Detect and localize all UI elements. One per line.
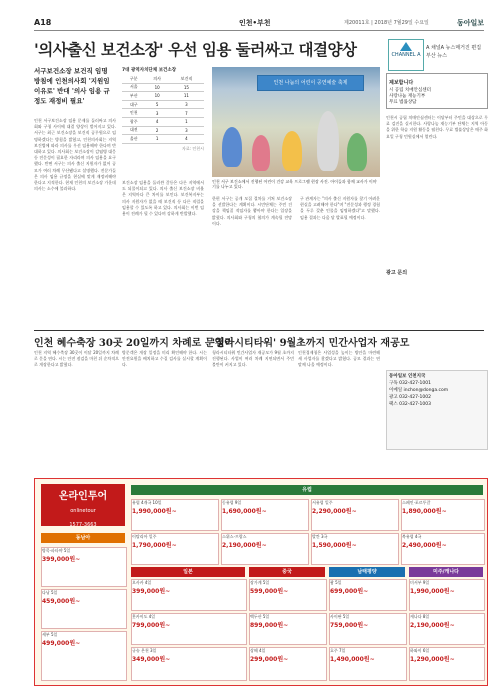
article-body-col3: 한편 서구는 공개 모집 절차를 거쳐 보건소장을 선발한다는 계획이다. 시민단체는 주민 건강을 책임질 적임자를 뽑아야 한다는 입장을 밝혔다. 의사회와 구청의 협의가 계속될 전망이다. — [212, 196, 292, 226]
ad-col-header: 동남아 — [41, 533, 125, 543]
td: 1 — [169, 117, 204, 126]
photo-banner: 인천 나눔의 어린이 공연예술 축제 — [257, 75, 364, 91]
contact-box — [386, 370, 488, 450]
ad-cell[interactable]: 상해 4일 299,000원~ — [249, 647, 327, 681]
table-row — [122, 92, 204, 101]
table-note: 자료: 인천시 — [182, 145, 204, 151]
ad-phone: 1577-3663 — [69, 522, 97, 528]
ad-col-header: 유럽 — [131, 485, 483, 495]
channel-logo-text: CHANNEL A — [391, 52, 421, 58]
contact-line: 팩스 032-427-1003 — [389, 402, 432, 407]
paper-name: 동아일보 — [456, 19, 484, 27]
page-header — [34, 18, 484, 31]
article3-body-b: 인천경제청은 사업성을 높이는 방안을 마련해 새 사업자를 찾겠다고 밝혔다. 공모 결과는 연말께 나올 예정이다. — [298, 350, 380, 368]
ad-cell[interactable]: 동유럽 9일 1,690,000원~ — [221, 499, 309, 531]
channel-logo-icon — [400, 42, 412, 51]
contact-line: 이메일 inchon@donga.com — [389, 388, 449, 393]
td: 3 — [169, 100, 204, 109]
article-body-col2: 보건소장 임용을 둘러싼 갈등은 다른 지역에서도 되풀이되고 있다. 의사 출신 보건소장 비율은 지역마다 큰 차이를 보인다. 보건복지부는 의사 지원자가 없을 때 보건직 등 다른 직렬을 임용할 수 있도록 하고 있다. 의사회는 이번 임용이 전례가 될 수 있다며 강하게 반발했다. — [122, 180, 204, 217]
td: 대전 — [122, 126, 145, 135]
page-number: A18 — [34, 18, 52, 27]
article3-headline: '청라시티타워' 9월초까지 민간사업자 재공모 — [212, 338, 410, 349]
section-divider — [34, 330, 484, 331]
table-row — [122, 109, 204, 118]
stats-table — [122, 67, 204, 177]
photo-figure — [317, 111, 339, 171]
contact-line: 구독 032-427-1001 — [389, 381, 432, 386]
sidebar-title: 제보합니다 — [389, 80, 414, 86]
ad-cell[interactable]: 방콕·파타야 5일 399,000원~ — [41, 547, 127, 587]
sidebar-box — [386, 73, 488, 109]
news-photo — [212, 67, 380, 177]
ad-cell[interactable]: 세부 5일 499,000원~ — [41, 631, 127, 681]
td: 광주 — [122, 117, 145, 126]
ad-cell[interactable]: 북유럽 4국 2,490,000원~ — [401, 533, 485, 565]
ad-brand-sub: onlinetour — [70, 508, 96, 514]
td: 15 — [169, 83, 204, 92]
ad-cell[interactable]: 캐나다 8일 2,190,000원~ — [409, 613, 485, 645]
ad-cell[interactable]: 다낭 5일 459,000원~ — [41, 589, 127, 629]
contact-line: 광고 032-427-1002 — [389, 395, 432, 400]
sidebar-item-label: 무료 법률상담 — [389, 100, 417, 105]
td: 10 — [145, 83, 168, 92]
ad-col-header: 미주/캐나다 — [409, 567, 483, 577]
table-row — [122, 83, 204, 92]
channel-logo — [388, 39, 424, 71]
ad-cell[interactable]: 홋카이도 4일 799,000원~ — [131, 613, 247, 645]
ticker-item: A 채널A 뉴스매거진 편집 — [426, 45, 482, 51]
ad-cell[interactable]: 백두산 5일 899,000원~ — [249, 613, 327, 645]
td: 4 — [169, 135, 204, 144]
ad-brand-name: 온라인투어 — [58, 491, 108, 502]
issue-date: 제20011호 | 2018년 7월29일 수요일 — [344, 20, 429, 26]
td: 3 — [169, 126, 204, 135]
table-row — [122, 100, 204, 109]
contact-title: 동아일보 인천지국 — [389, 374, 426, 379]
lead-subhead: 서구보건소장 보건직 임명 방침에 인천의사회 '지원임 이유로' 반대 '의사 임용 규정도 재정비 필요' — [34, 67, 110, 105]
photo-figure — [252, 135, 270, 171]
sidebar-item-label: 시 공립 치매안심센터 — [389, 88, 431, 93]
ad-brand[interactable] — [41, 484, 125, 526]
ad-cell[interactable]: 서유럽 일주 2,290,000원~ — [311, 499, 399, 531]
td: 5 — [145, 100, 168, 109]
ad-col-header: 중국 — [249, 567, 325, 577]
td: 울산 — [122, 135, 145, 144]
ticker-item: 부산 뉴스 — [426, 53, 447, 59]
th: 의사 — [145, 75, 168, 83]
photo-figure — [347, 133, 367, 171]
article2-body-b: 방문객은 개장 일정을 미리 확인해야 한다. 시는 안전요원을 배치하고 수질 검사를 실시할 계획이다. — [122, 350, 207, 368]
article-body-col4: 구 관계자는 "의사 출신 지원자를 찾기 어려운 현실을 고려해야 한다"며 "전문성과 행정 경험을 두루 갖춘 인물을 임명하겠다"고 말했다. 임용 결과는 다음 달 발표될 예정이다. — [300, 196, 380, 220]
td: 11 — [169, 92, 204, 101]
ticker — [426, 44, 488, 60]
td: 서울 — [122, 83, 145, 92]
ad-cell[interactable]: 규슈 온천 3일 349,000원~ — [131, 647, 247, 681]
td: 인천 — [122, 109, 145, 118]
ad-cell[interactable]: 스위스·프랑스 2,190,000원~ — [221, 533, 309, 565]
td: 3 — [145, 109, 168, 118]
article2-headline: 인천 혜수축장 30곳 20일까지 차례로 문열어 — [34, 338, 234, 349]
ad-cell[interactable]: 사이판 5일 759,000원~ — [329, 613, 407, 645]
ad-cell[interactable]: 이탈리아 일주 1,790,000원~ — [131, 533, 219, 565]
table-row — [122, 126, 204, 135]
td: 4 — [145, 117, 168, 126]
ad-cell[interactable]: 미서부 9일 1,990,000원~ — [409, 579, 485, 611]
ad-cell[interactable]: 호주 7일 1,490,000원~ — [329, 647, 407, 681]
td: 7 — [169, 109, 204, 118]
td: 1 — [145, 135, 168, 144]
sidebar-item-label: 사랑나눔 재능기부 — [389, 94, 426, 99]
th: 구분 — [122, 75, 145, 83]
sidebar-item — [389, 100, 485, 106]
ad-col-header: 남태평양 — [329, 567, 405, 577]
ad-cell[interactable]: 스페인·포르투갈 1,890,000원~ — [401, 499, 485, 531]
main-headline: '의사출신 보건소장' 우선 임용 둘러싸고 대결양상 — [34, 40, 357, 59]
table-header-row — [122, 75, 204, 83]
section-name: 인천•부천 — [239, 19, 271, 27]
sidebar — [386, 73, 488, 313]
ad-cell[interactable]: 오사카 4일 399,000원~ — [131, 579, 247, 611]
photo-figure — [222, 127, 242, 167]
sidebar-ad-title: 광고 문의 — [386, 270, 408, 276]
table-title: 7대 광역자치단체 보건소장 — [122, 68, 177, 73]
sidebar-body: 인천시 공립 치매안심센터는 이달부터 주민을 대상으로 무료 검진을 실시한다. 사랑나눔 재능기부 단체는 지역 아동을 위한 학습 지원 활동을 펼친다. 무료 법률상담은 매주 화요일 구청 민원실에서 열린다. — [386, 115, 488, 139]
td: 대구 — [122, 100, 145, 109]
td: 부산 — [122, 92, 145, 101]
article-body-col1: 인천 서구보건소장 임용 문제를 둘러싸고 의사회와 구청 사이에 대결 양상이 벌어지고 있다. 서구는 최근 보건소장을 보건직 공무원으로 임명하겠다는 방침을 밝혔고, 인천의사회는 지역보건법에 따라 의사를 우선 임용해야 한다며 반대하고 있다. 의사회는 보건소장이 감염병 대응 등 전문성이 필요한 자리라며 의사 임용을 요구했다. 반면 서구는 의사 출신 지원자가 없어 공모가 여러 차례 무산됐다고 설명했다. 전문가들은 의사 임용 규정을 현실에 맞게 재정비해야 한다고 지적한다. 현재 인천의 보건소장 가운데 의사는 소수에 불과하다. — [34, 118, 116, 192]
ad-cell[interactable]: 장가계 5일 599,000원~ — [249, 579, 327, 611]
table-row — [122, 117, 204, 126]
table-row — [122, 135, 204, 144]
article3-body-a: 청라시티타워 민간사업자 재공모가 9월 초까지 진행된다. 사업이 여러 차례 지연되면서 주민 불만이 커지고 있다. — [212, 350, 294, 368]
article2-body-a: 인천 지역 혜수축장 30곳이 이달 20일까지 차례로 문을 연다. 시는 안전 점검을 마친 뒤 순차적으로 개장한다고 밝혔다. — [34, 350, 119, 368]
ad-cell[interactable]: 유럽 4개국 10일 1,990,000원~ — [131, 499, 219, 531]
ad-cell[interactable]: 괌 5일 699,000원~ — [329, 579, 407, 611]
th: 보건직 — [169, 75, 204, 83]
td: 10 — [145, 92, 168, 101]
ad-col-header: 일본 — [131, 567, 245, 577]
advertisement[interactable] — [34, 478, 488, 686]
photo-caption: 인천 서구 보건소에서 진행된 어린이 건강 교육 프로그램 현장 사진. 아이들과 함께 교사가 이야기를 나누고 있다. — [212, 179, 377, 189]
td: 2 — [145, 126, 168, 135]
photo-figure — [282, 131, 302, 171]
ad-cell[interactable]: 하와이 6일 1,290,000원~ — [409, 647, 485, 681]
ad-cell[interactable]: 발칸 3국 1,590,000원~ — [311, 533, 399, 565]
table — [122, 75, 204, 144]
